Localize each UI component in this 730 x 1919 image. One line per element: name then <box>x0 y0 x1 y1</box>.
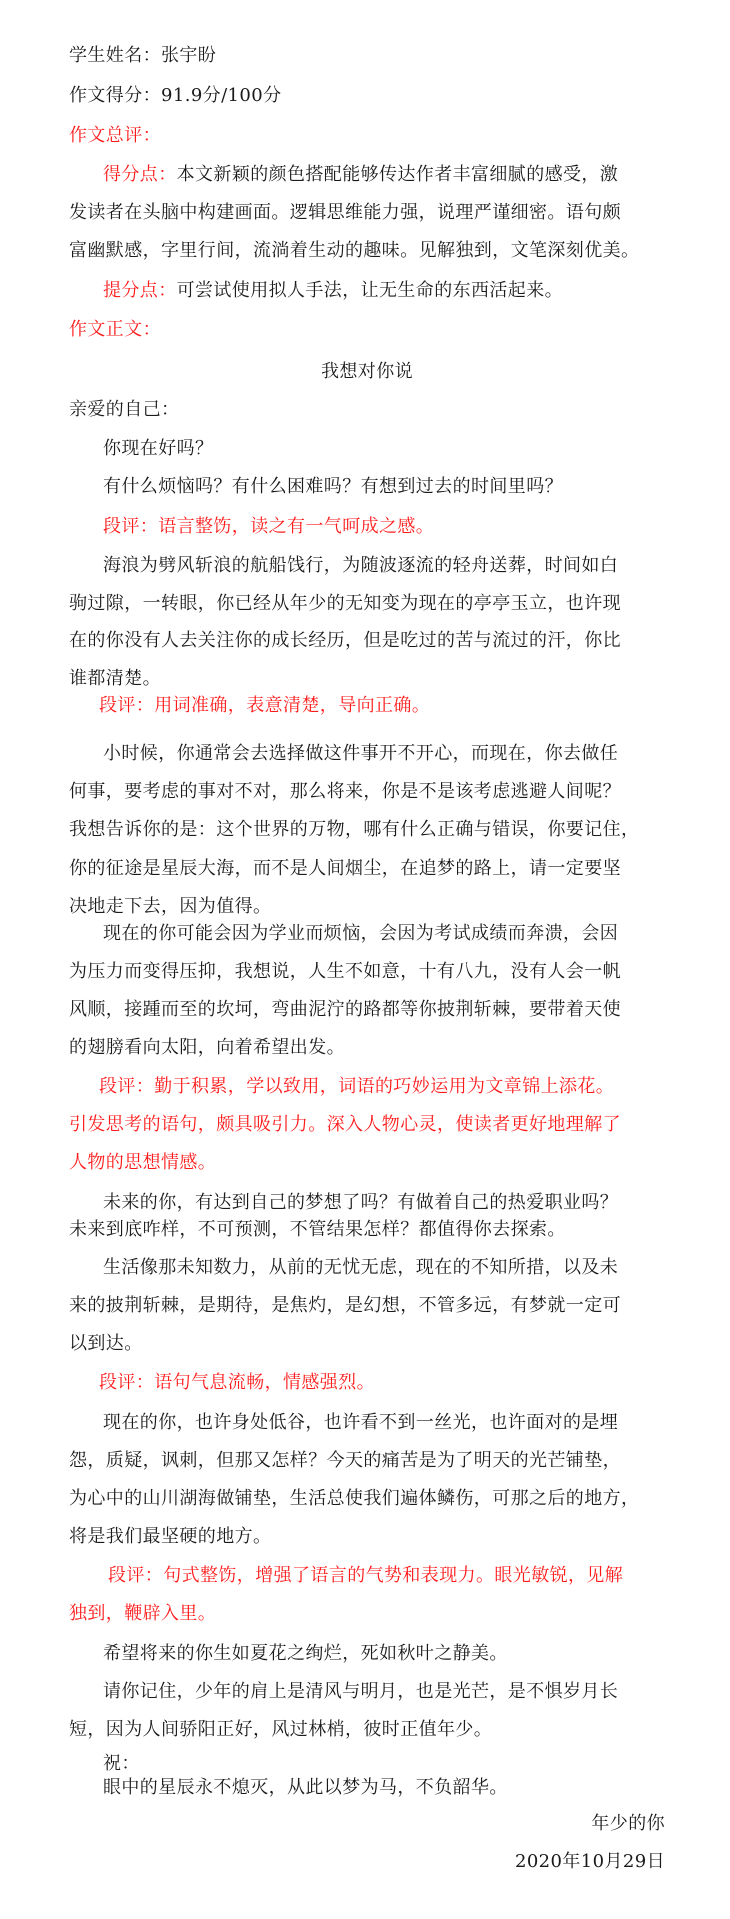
paragraph-comment: 段评：用词准确，表意清楚，导向正确。 <box>99 695 431 716</box>
student-name-line <box>69 44 216 68</box>
strengths-line-2: 发读者在头脑中构建画面。逻辑思维能力强，说理严谨细密。语句颇 <box>69 202 621 223</box>
student-name: 张宇盼 <box>161 45 217 66</box>
essay-title: 我想对你说 <box>321 361 413 382</box>
salutation: 亲爱的自己： <box>69 399 180 420</box>
paragraph-line: 现在的你，也许身处低谷，也许看不到一丝光，也许面对的是埋 <box>103 1412 619 1433</box>
paragraph-comment: 段评：语句气息流畅，情感强烈。 <box>99 1372 375 1393</box>
paragraph-line: 以到达。 <box>69 1333 143 1354</box>
paragraph-line: 未来到底咋样，不可预测，不管结果怎样？都值得你去探索。 <box>69 1219 566 1240</box>
paragraph-line: 你现在好吗？ <box>103 438 214 459</box>
paragraph-line: 海浪为劈风斩浪的航船饯行，为随波逐流的轻舟送葬，时间如白 <box>103 555 619 576</box>
paragraph-comment: 独到，鞭辟入里。 <box>69 1603 217 1624</box>
paragraph-line: 风顺，接踵而至的坎坷，弯曲泥泞的路都等你披荆斩棘，要带着天使 <box>69 999 621 1020</box>
paragraph-line: 的翅膀看向太阳，向着希望出发。 <box>69 1037 345 1058</box>
paragraph-line: 我想告诉你的是：这个世界的万物，哪有什么正确与错误，你要记住， <box>69 819 640 840</box>
paragraph-line: 未来的你，有达到自己的梦想了吗？有做着自己的热爱职业吗？ <box>103 1192 619 1213</box>
paragraph-line: 你的征途是星辰大海，而不是人间烟尘，在追梦的路上，请一定要坚 <box>69 858 621 879</box>
paragraph-comment: 段评：勤于积累，学以致用，词语的巧妙运用为文章锦上添花。 <box>99 1076 615 1097</box>
paragraph-line: 为心中的山川湖海做铺垫，生活总使我们遍体鳞伤，可那之后的地方， <box>69 1488 640 1509</box>
strengths-label: 得分点： <box>103 164 177 185</box>
paragraph-line: 怨，质疑，讽刺，但那又怎样？今天的痛苦是为了明天的光芒铺垫， <box>69 1450 621 1471</box>
paragraph-line: 短，因为人间骄阳正好，风过林梢，彼时正值年少。 <box>69 1719 493 1740</box>
paragraph-line: 何事，要考虑的事对不对，那么将来，你是不是该考虑逃避人间呢？ <box>69 781 621 802</box>
review-heading: 作文总评： <box>69 125 161 146</box>
paragraph-line: 决地走下去，因为值得。 <box>69 896 272 917</box>
signature: 年少的你 <box>591 1813 665 1834</box>
improve-line <box>103 279 563 303</box>
paragraph-line: 来的披荆斩棘，是期待，是焦灼，是幻想，不管多远，有梦就一定可 <box>69 1295 621 1316</box>
paragraph-comment: 段评：句式整饬，增强了语言的气势和表现力。眼光敏锐，见解 <box>108 1565 624 1586</box>
strengths-line-3: 富幽默感，字里行间，流淌着生动的趣味。见解独到，文笔深刻优美。 <box>69 240 640 261</box>
wish-text: 眼中的星辰永不熄灭，从此以梦为马，不负韶华。 <box>103 1777 508 1798</box>
paragraph-line: 生活像那未知数力，从前的无忧无虑，现在的不知所措，以及未 <box>103 1257 619 1278</box>
improve-label: 提分点： <box>103 280 177 301</box>
paragraph-line: 将是我们最坚硬的地方。 <box>69 1526 272 1547</box>
paragraph-line: 有什么烦恼吗？有什么困难吗？有想到过去的时间里吗？ <box>103 476 563 497</box>
letter-date: 2020年10月29日 <box>514 1851 665 1872</box>
wish-label: 祝： <box>103 1753 140 1774</box>
paragraph-comment: 引发思考的语句，颇具吸引力。深入人物心灵，使读者更好地理解了 <box>69 1114 621 1135</box>
paragraph-line: 为压力而变得压抑，我想说，人生不如意，十有八九，没有人会一帆 <box>69 961 621 982</box>
paragraph-line: 希望将来的你生如夏花之绚烂，死如秋叶之静美。 <box>103 1643 508 1664</box>
improve-text: 可尝试使用拟人手法，让无生命的东西活起来。 <box>176 280 564 301</box>
paragraph-line: 请你记住，少年的肩上是清风与明月，也是光芒，是不惧岁月长 <box>103 1681 619 1702</box>
essay-heading: 作文正文： <box>69 319 161 340</box>
student-name-label: 学生姓名： <box>69 45 161 66</box>
strengths-line-1 <box>103 163 618 187</box>
paragraph-line: 在的你没有人去关注你的成长经历，但是吃过的苦与流过的汗，你比 <box>69 630 621 651</box>
paragraph-line: 谁都清楚。 <box>69 668 161 689</box>
paragraph-line: 现在的你可能会因为学业而烦恼，会因为考试成绩而奔溃，会因 <box>103 923 619 944</box>
paragraph-comment: 人物的思想情感。 <box>69 1152 217 1173</box>
paragraph-line: 驹过隙，一转眼，你已经从年少的无知变为现在的亭亭玉立，也许现 <box>69 593 621 614</box>
paragraph-comment: 段评：语言整饬，读之有一气呵成之感。 <box>103 516 435 537</box>
paragraph-line: 小时候，你通常会去选择做这件事开不开心，而现在，你去做任 <box>103 743 619 764</box>
score-value: 91.9分/100分 <box>161 85 282 106</box>
score-label: 作文得分： <box>69 85 161 106</box>
strengths-text: 本文新颖的颜色搭配能够传达作者丰富细腻的感受，激 <box>176 164 619 185</box>
score-line <box>69 84 282 108</box>
